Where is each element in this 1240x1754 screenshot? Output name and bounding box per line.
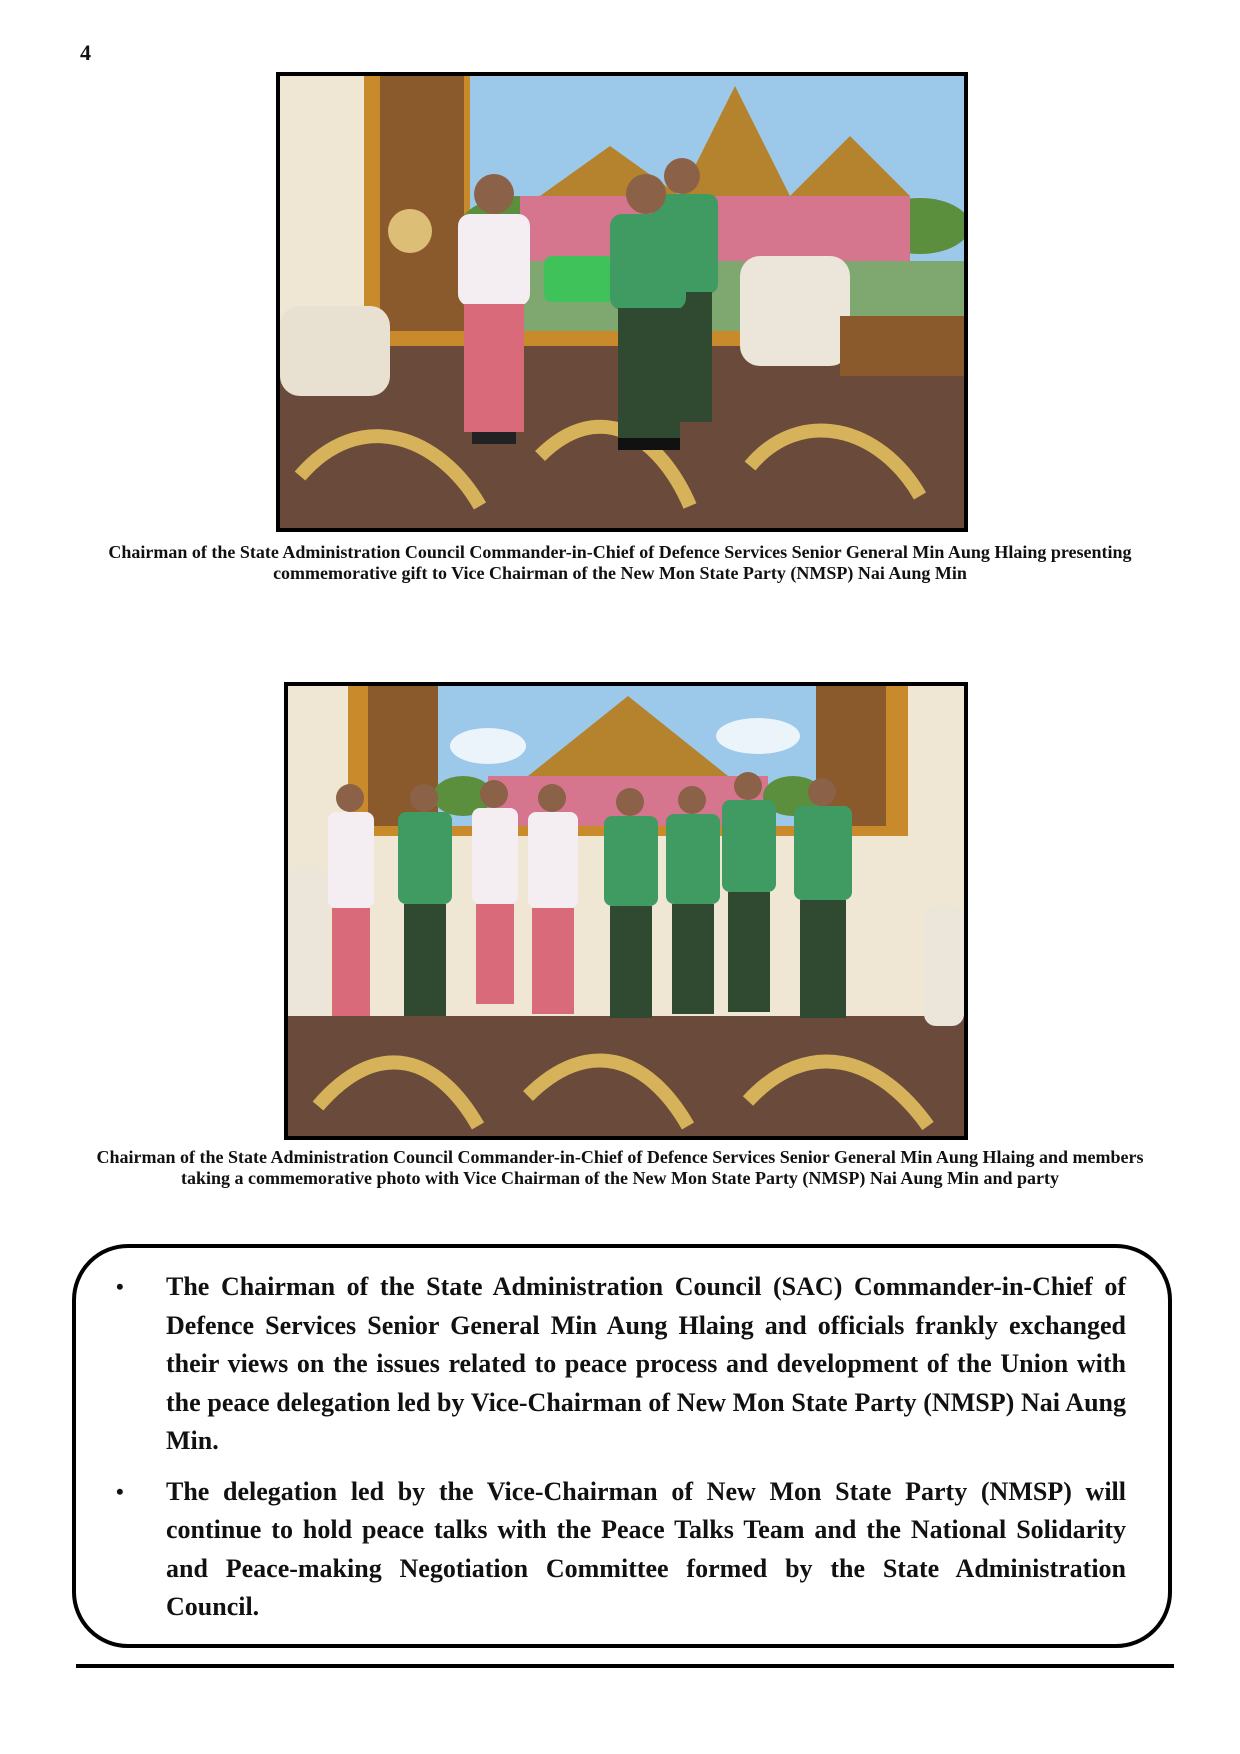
summary-list [102, 1268, 1126, 1627]
summary-item [102, 1268, 1126, 1461]
photo-caption-gift: Chairman of the State Administration Council Commander-in-Chief of Defence Services Senior General Min Aung Hlaing presenting commemorative gift to Vice Chairman of the New Mon State Party (NMSP) Nai Aung Min [108, 542, 1132, 583]
summary-item [102, 1473, 1126, 1627]
bottom-rule [76, 1664, 1174, 1668]
bullet-marker: • [116, 1478, 124, 1504]
summary-item-text: The delegation led by the Vice-Chairman of New Mon State Party (NMSP) will continue to hold peace talks with the Peace Talks Team and the National Solidarity and Peace-making Negotiation Committee formed by the State Administration Council. [166, 1476, 1126, 1621]
photo-gift-presentation [276, 72, 968, 532]
summary-item-text: The Chairman of the State Administration Council (SAC) Commander-in-Chief of Defence Services Senior General Min Aung Hlaing and officials frankly exchanged their views on the issues related to peace process and development of the Union with the peace delegation led by Vice-Chairman of New Mon State Party (NMSP) Nai Aung Min. [166, 1272, 1126, 1455]
photo-group-commemorative [284, 682, 968, 1140]
page-number: 4 [80, 40, 91, 65]
photo-caption-group: Chairman of the State Administration Council Commander-in-Chief of Defence Services Senior General Min Aung Hlaing and members taking a commemorative photo with Vice Chairman of the New Mon State Party (NMSP) Nai Aung Min and party [96, 1147, 1144, 1188]
summary-box [72, 1244, 1172, 1648]
bullet-marker: • [116, 1274, 124, 1299]
